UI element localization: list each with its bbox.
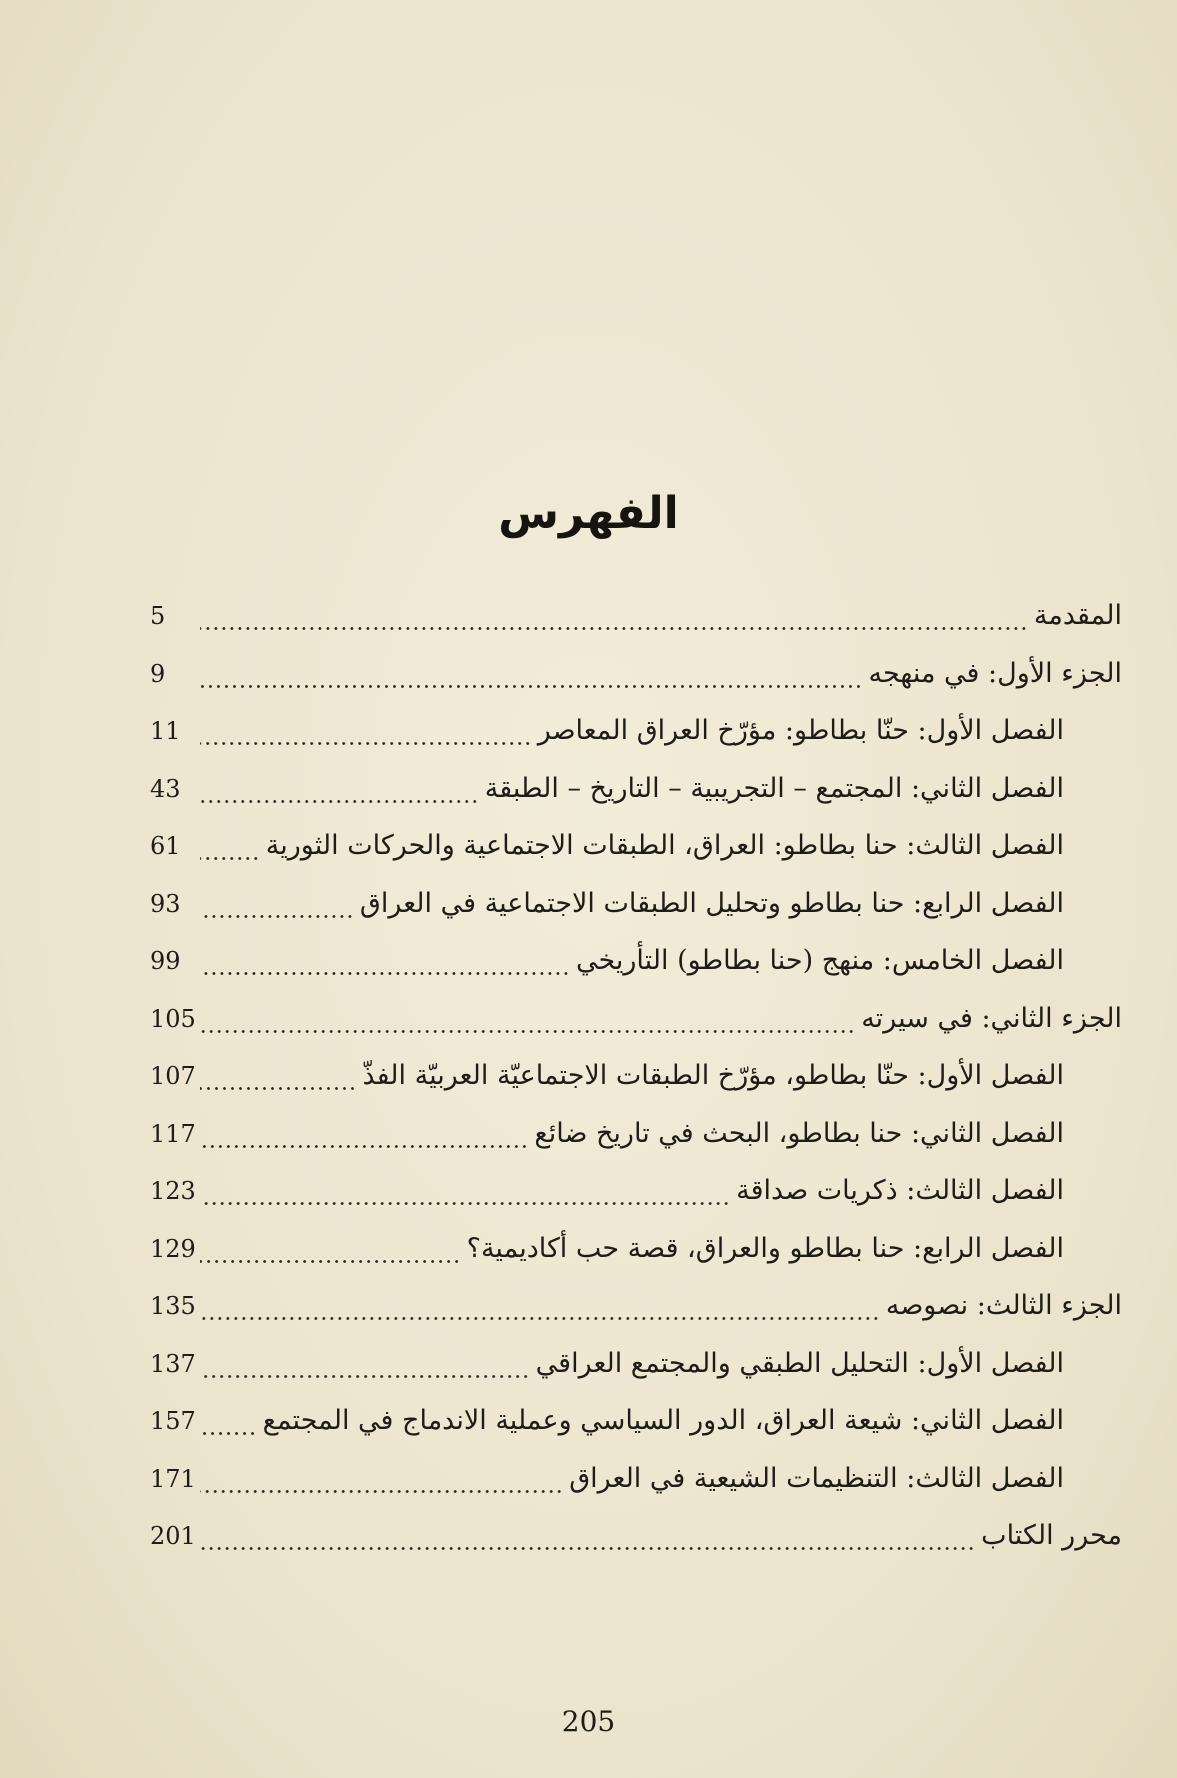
toc-entry	[150, 1165, 1064, 1217]
toc-entry-page-number: 123	[150, 1177, 196, 1205]
toc-entry-title: الفصل الثالث: حنا بطاطو: العراق، الطبقات الاجتماعية والحركات الثورية	[265, 830, 1064, 861]
toc-entry	[150, 648, 1122, 700]
toc-entry-page-number: 129	[150, 1235, 196, 1263]
toc-entry	[150, 1223, 1064, 1275]
dot-leader	[200, 1375, 530, 1378]
dot-leader	[200, 685, 862, 688]
dot-leader	[200, 1432, 257, 1435]
dot-leader	[200, 1317, 880, 1320]
toc-entry-page-number: 135	[150, 1292, 196, 1320]
dot-leader	[200, 742, 532, 745]
dot-leader	[200, 1030, 855, 1033]
toc-entry	[150, 705, 1064, 757]
toc-entry	[150, 820, 1064, 872]
toc-entry-page-number: 105	[150, 1005, 196, 1033]
dot-leader	[200, 1490, 563, 1493]
toc-entry	[150, 1280, 1122, 1332]
toc-entry-title: الفصل الثاني: حنا بطاطو، البحث في تاريخ ضائع	[534, 1118, 1064, 1149]
toc-entry-title: الفصل الأول: حنّا بطاطو: مؤرّخ العراق المعاصر	[537, 715, 1064, 746]
toc-entry-title: الفصل الرابع: حنا بطاطو والعراق، قصة حب أكاديمية؟	[466, 1233, 1064, 1264]
toc-entry-title: الجزء الثاني: في سيرته	[861, 1003, 1122, 1034]
toc-entry	[150, 878, 1064, 930]
dot-leader	[200, 915, 354, 918]
toc-entry	[150, 1510, 1122, 1562]
toc-entry-page-number: 99	[150, 947, 181, 975]
page-number: 205	[561, 1705, 616, 1738]
toc-entry-page-number: 61	[150, 832, 181, 860]
dot-leader	[200, 1260, 461, 1263]
dot-leader	[200, 1547, 975, 1550]
toc-entry	[150, 993, 1122, 1045]
toc-entry-title: الفصل الثاني: شيعة العراق، الدور السياسي وعملية الاندماج في المجتمع	[262, 1405, 1064, 1436]
toc-entry-title: الفصل الرابع: حنا بطاطو وتحليل الطبقات الاجتماعية في العراق	[359, 888, 1064, 919]
dot-leader	[200, 1202, 730, 1205]
dot-leader	[200, 972, 570, 975]
toc-entry	[150, 590, 1122, 642]
toc-entry-page-number: 11	[150, 717, 181, 745]
toc-entry-title: الجزء الثالث: نصوصه	[885, 1290, 1122, 1321]
toc-entry-page-number: 5	[150, 602, 166, 630]
toc-entry-title: المقدمة	[1033, 600, 1122, 631]
toc-entry-page-number: 117	[150, 1120, 196, 1148]
toc-entry	[150, 1108, 1064, 1160]
page-title: الفهرس	[498, 488, 679, 539]
table-of-contents	[150, 590, 1122, 1580]
toc-entry-title: الفصل الأول: التحليل الطبقي والمجتمع العراقي	[535, 1348, 1064, 1379]
toc-entry-page-number: 43	[150, 775, 181, 803]
toc-entry-title: الفصل الثاني: المجتمع – التجريبية – التاريخ – الطبقة	[484, 773, 1064, 804]
toc-entry-title: الفصل الخامس: منهج (حنا بطاطو) التأريخي	[575, 945, 1064, 976]
toc-entry-page-number: 93	[150, 890, 181, 918]
toc-entry-page-number: 107	[150, 1062, 196, 1090]
toc-entry	[150, 1050, 1064, 1102]
toc-entry-page-number: 157	[150, 1407, 196, 1435]
toc-entry-page-number: 137	[150, 1350, 196, 1378]
dot-leader	[200, 1087, 356, 1090]
toc-entry-title: محرر الكتاب	[981, 1520, 1122, 1551]
toc-entry-title: الفصل الأول: حنّا بطاطو، مؤرّخ الطبقات الاجتماعيّة العربيّة الفذّ	[362, 1060, 1064, 1091]
toc-entry	[150, 1338, 1064, 1390]
dot-leader	[200, 1145, 528, 1148]
toc-entry-page-number: 171	[150, 1465, 196, 1493]
toc-entry	[150, 935, 1064, 987]
toc-entry	[150, 1395, 1064, 1447]
toc-entry-page-number: 201	[150, 1522, 196, 1550]
toc-entry-page-number: 9	[150, 660, 166, 688]
toc-entry-title: الفصل الثالث: التنظيمات الشيعية في العراق	[569, 1463, 1064, 1494]
toc-entry	[150, 763, 1064, 815]
toc-entry	[150, 1453, 1064, 1505]
toc-entry-title: الفصل الثالث: ذكريات صداقة	[736, 1175, 1064, 1206]
dot-leader	[200, 857, 260, 860]
toc-entry-title: الجزء الأول: في منهجه	[868, 658, 1122, 689]
dot-leader	[200, 800, 479, 803]
dot-leader	[200, 627, 1028, 630]
